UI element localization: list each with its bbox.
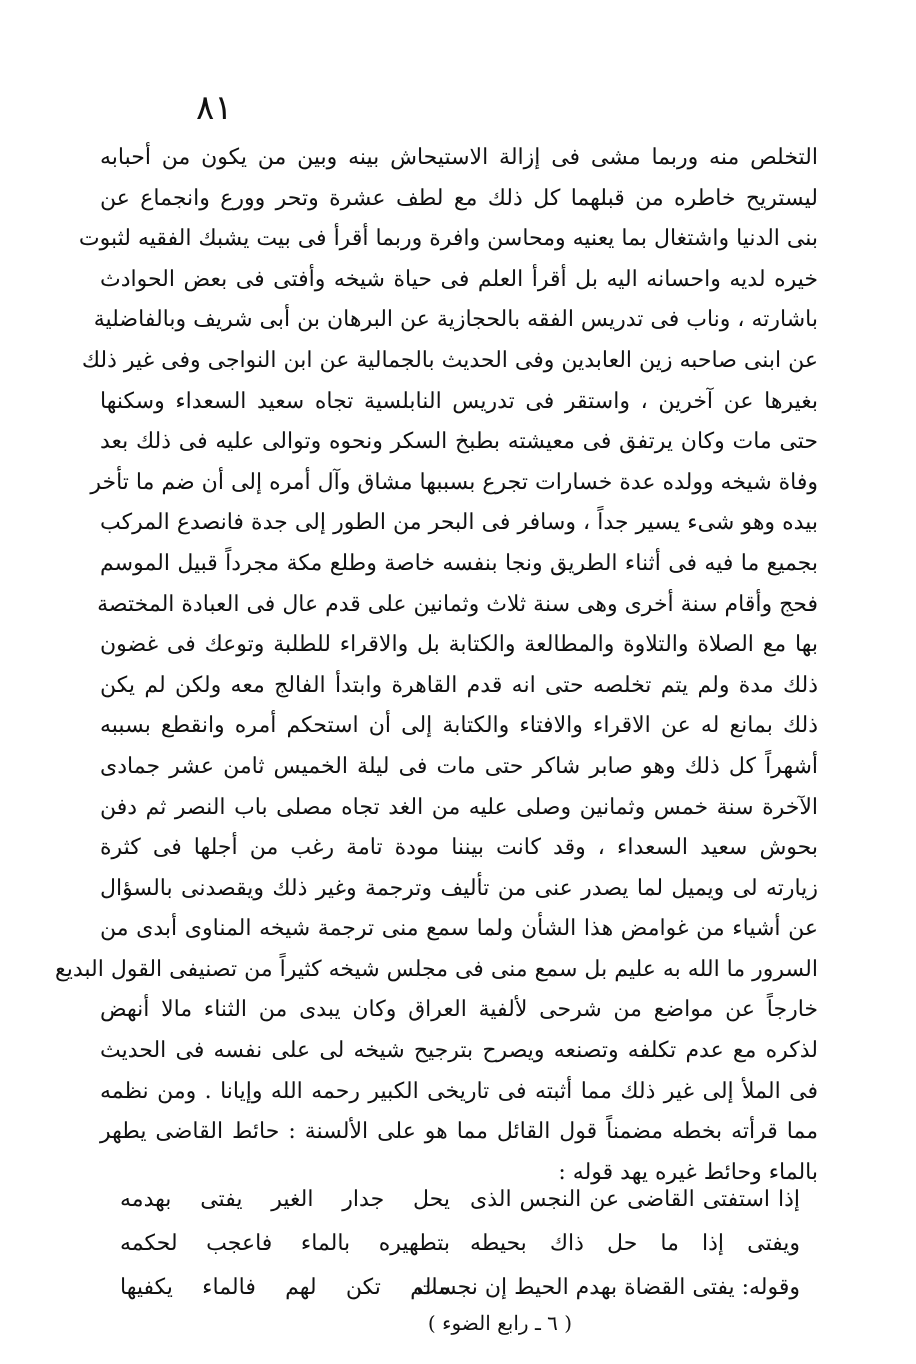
text-line: حتى مات وكان يرتفق فى معيشته بطبخ السكر ونحوه وتوالى عليه فى ذلك بعد [100,429,818,455]
text-line: خيره لديه واحسانه اليه بل أقرأ العلم فى حياة شيخه وأفتى فى بعض الحوادث [100,266,818,292]
verse-second-hemistich: مالم تكن لهم فالماء يكفيها [120,1275,450,1300]
text-line: زيارته لى ويميل لما يصدر عنى من تأليف وترجمة وغير ذلك ويقصدنى بالسؤال [100,875,818,901]
text-line: خارجاً عن مواضع من شرحى لألفية العراق وكان يبدى من الثناء مالا أنهض [100,997,818,1023]
poem-verses [120,1178,800,1310]
text-line: ذلك مدة ولم يتم تخلصه حتى انه قدم القاهرة وابتدأ الفالج معه ولكن لم يكن [100,672,818,698]
text-line: ذلك بمانع له عن الاقراء والافتاء والكتابة إلى أن استحكم أمره وانقطع بسببه [100,713,818,739]
verse [120,1222,800,1266]
verse-second-hemistich: يحل جدار الغير يفتى بهدمه [120,1187,450,1212]
text-line: السرور ما الله به عليم بل سمع منى فى مجلس شيخه كثيراً من تصنيفى القول البديع [55,956,818,982]
text-line: باشارته ، وناب فى تدريس الفقه بالحجازية عن البرهان بن أبى شريف وبالفاضلية [93,307,818,333]
text-line: بها مع الصلاة والتلاوة والمطالعة والكتابة بل والاقراء للطلبة وتوعك فى غضون [100,632,818,658]
text-line: وفاة شيخه وولده عدة خسارات تجرع بسببها مشاق وآل أمره إلى أن ضم ما تأخر [90,469,818,495]
verse-first-hemistich: إذا استفتى القاضى عن النجس الذى [470,1187,800,1212]
text-line: بالماء وحائط غيره يهد قوله : [558,1159,818,1185]
text-line: بغيرها عن آخرين ، واستقر فى تدريس النابلسية تجاه سعيد السعداء وسكنها [100,388,818,414]
text-line: التخلص منه وربما مشى فى إزالة الاستيحاش بينه وبين من يكون من أحبابه [100,145,818,170]
verse-first-hemistich: وقوله: يفتى القضاة بهدم الحيط إن نجست [416,1275,800,1300]
verse-second-hemistich: بتطهيره بالماء فاعجب لحكمه [120,1231,450,1256]
verse-first-hemistich: ويفتى إذا ما حل ذاك بحيطه [470,1231,800,1256]
text-line: لذكره مع عدم تكلفه وتصنعه ويصرح بترجيح شيخه لى على نفسه فى الحديث [100,1038,818,1064]
signature-mark: ( ٦ ـ رابع الضوء ) [427,1311,573,1335]
text-line: بجميع ما فيه فى أثناء الطريق ونجا بنفسه خاصة وطلع مكة مجرداً قبيل الموسم [100,550,818,576]
page-number: ٨١ [196,88,233,128]
verse [120,1266,800,1310]
verse [120,1178,800,1222]
text-line: بنى الدنيا واشتغال بما يعنيه ومحاسن وافرة وربما أقرأ فى بيت يشبك الفقيه لثبوت [78,226,818,252]
text-line: عن أشياء من غوامض هذا الشأن ولما سمع منى ترجمة شيخه المناوى أبدى من [100,916,818,942]
text-line: بيده وهو شىء يسير جداً ، وسافر فى البحر من الطور إلى جدة فانصدع المركب [100,510,818,536]
text-line: عن ابنى صاحبه زين العابدين وفى الحديث بالجمالية عن ابن النواجى وفى غير ذلك [81,347,818,373]
text-line: فى الملأ إلى غير ذلك مما أثبته فى تاريخى الكبير رحمه الله وإيانا . ومن نظمه [100,1078,818,1104]
text-line: الآخرة سنة خمس وثمانين وصلى عليه من الغد تجاه مصلى باب النصر ثم دفن [100,794,818,820]
text-line: أشهراً كل ذلك وهو صابر شاكر حتى مات فى ليلة الخميس ثامن عشر جمادى [100,753,819,779]
text-line: بحوش سعيد السعداء ، وقد كانت بيننا مودة تامة رغب من أجلها فى كثرة [100,835,818,861]
text-line: مما قرأته بخطه مضمناً قول القائل مما هو على الألسنة : حائط القاضى يطهر [100,1119,818,1145]
text-line: فحج وأقام سنة أخرى وهى سنة ثلاث وثمانين على قدم عال فى العبادة المختصة [97,591,818,617]
text-line: ليستريح خاطره من قبلهما كل ذلك مع لطف عشرة وتحر وورع وانجماع عن [100,185,818,211]
body-text [55,138,819,1193]
